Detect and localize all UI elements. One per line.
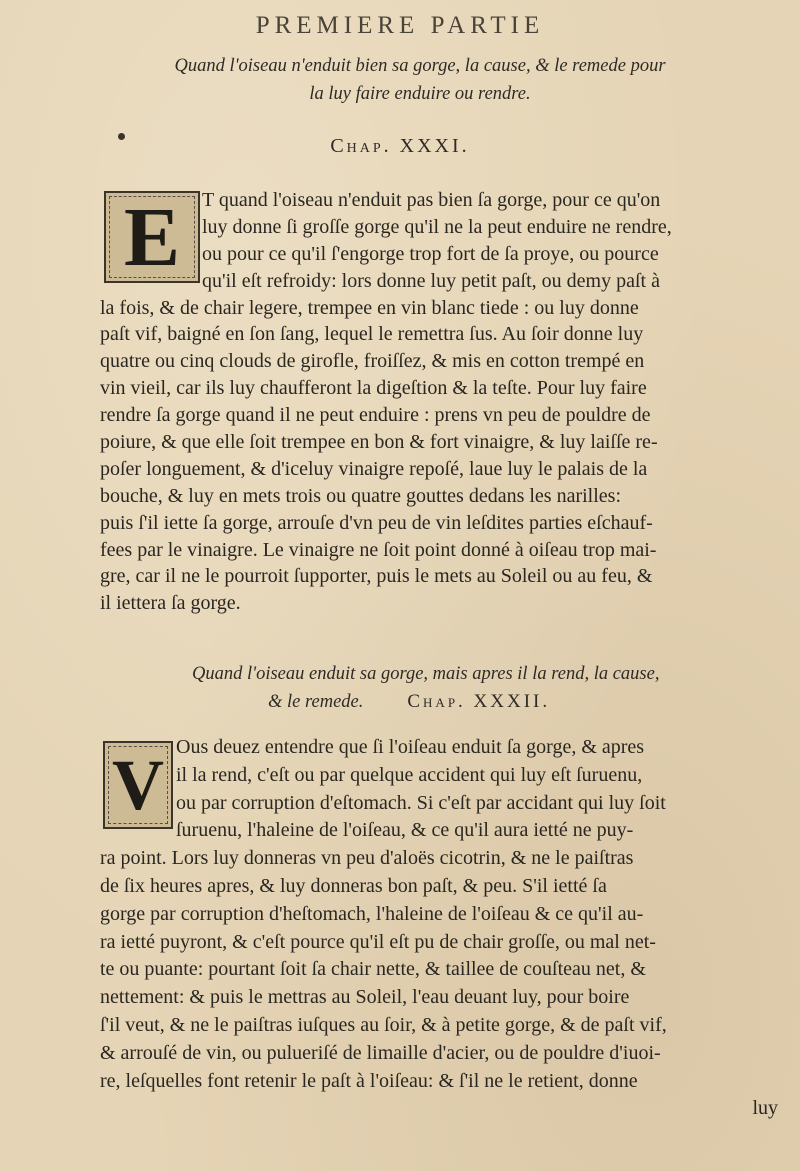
text-line: gre, car il ne le pourroit ſupporter, puis le mets au Soleil ou au feu, & — [100, 565, 653, 588]
chapter-31-title-line-2: la luy faire enduire ou rendre. — [309, 84, 531, 104]
text-line: paſt vif, baigné en ſon ſang, lequel le remettra ſus. Au ſoir donne luy — [100, 323, 644, 346]
text-line: nettement: & puis le mettras au Soleil, l'eau deuant luy, pour boire — [100, 986, 630, 1009]
text-line: ou par corruption d'eſtomach. Si c'eſt par accidant qui luy ſoit — [176, 791, 666, 814]
text-line: T quand l'oiseau n'enduit pas bien ſa gorge, pour ce qu'on — [202, 189, 661, 211]
text-line: luy donne ſi groſſe gorge qu'il ne la peut enduire ne rendre, — [202, 215, 672, 238]
text-line: il la rend, c'eſt ou par quelque accident qui luy eſt ſuruenu, — [176, 763, 643, 786]
text-line: ou pour ce qu'il ſ'engorge trop fort de ſa proye, ou pource — [202, 242, 659, 265]
text-line: Ous deuez entendre que ſi l'oiſeau enduit ſa gorge, & apres — [176, 736, 645, 758]
text-line: re, leſquelles font retenir le paſt à l'oiſeau: & ſ'il ne le retient, donne — [100, 1069, 638, 1092]
chapter-32-title-text: & le remede. — [268, 692, 364, 712]
text-line: ſuruenu, l'haleine de l'oiſeau, & ce qu'il aura ietté ne puy- — [176, 819, 634, 842]
text-line: qu'il eſt refroidy: lors donne luy petit paſt, ou demy paſt à — [202, 269, 660, 292]
text-line: gorge par corruption d'heſtomach, l'haleine de l'oiſeau & ce qu'il au- — [100, 902, 644, 925]
chapter-31-title-line-1: Quand l'oiseau n'enduit bien sa gorge, la cause, & le remede pour — [174, 56, 666, 76]
text-line: poſer longuement, & d'iceluy vinaigre repoſé, laue luy le palais de la — [100, 457, 648, 480]
chapter-32-title-line-1: Quand l'oiseau enduit sa gorge, mais apres il la rend, la cause, — [192, 664, 660, 684]
chapter-31-title — [150, 52, 690, 108]
text-line: bouche, & luy en mets trois ou quatre gouttes dedans les narilles: — [100, 484, 621, 507]
running-head: PREMIERE PARTIE — [255, 12, 545, 39]
chapter-32-heading: Chap. XXXII. — [407, 691, 551, 712]
text-line: la fois, & de chair legere, trempee en vin blanc tiede : ou luy donne — [100, 296, 639, 319]
chapter-32-body — [100, 734, 790, 1123]
text-line: ra ietté puyront, & c'eſt pource qu'il eſt pu de chair groſſe, ou mal net- — [100, 930, 656, 953]
chapter-31-heading: Chap. XXXI. — [330, 135, 470, 157]
text-line: vin vieil, car ils luy chaufferont la digeſtion & la teſte. Pour luy faire — [100, 377, 647, 400]
text-line: puis ſ'il iette ſa gorge, arrouſe d'vn peu de vin leſdites parties eſchauf- — [100, 511, 653, 534]
text-line: de ſix heures apres, & luy donneras bon paſt, & peu. S'il ietté ſa — [100, 874, 607, 897]
drop-cap-letter: V — [112, 744, 164, 825]
text-line: il iettera ſa gorge. — [100, 592, 241, 615]
chapter-32-title — [150, 660, 750, 716]
drop-cap-letter: E — [123, 191, 181, 283]
text-line: quatre ou cinq clouds de girofle, froiſſez, & mis en cotton trempé en — [100, 350, 645, 373]
chapter-31-body — [100, 187, 790, 617]
text-line: fees par le vinaigre. Le vinaigre ne ſoit point donné à oiſeau trop mai- — [100, 538, 657, 561]
chapter-32-title-line-2 — [150, 688, 750, 716]
text-line: te ou puante: pourtant ſoit ſa chair nette, & taillee de couſteau net, & — [100, 958, 646, 981]
text-line: ra point. Lors luy donneras vn peu d'aloës cicotrin, & ne le paiſtras — [100, 847, 634, 870]
text-line: ſ'il veut, & ne le paiſtras iuſques au ſoir, & à petite gorge, & de paſt vif, — [100, 1013, 667, 1036]
text-line: rendre ſa gorge quand il ne peut enduire : prens vn peu de pouldre de — [100, 404, 651, 427]
text-line: poiure, & que elle ſoit trempee en bon & fort vinaigre, & luy laiſſe re- — [100, 431, 658, 454]
text-line: & arrouſé de vin, ou pulueriſé de limaille d'acier, ou de pouldre d'iuoi- — [100, 1041, 661, 1064]
catchword: luy — [752, 1097, 778, 1120]
